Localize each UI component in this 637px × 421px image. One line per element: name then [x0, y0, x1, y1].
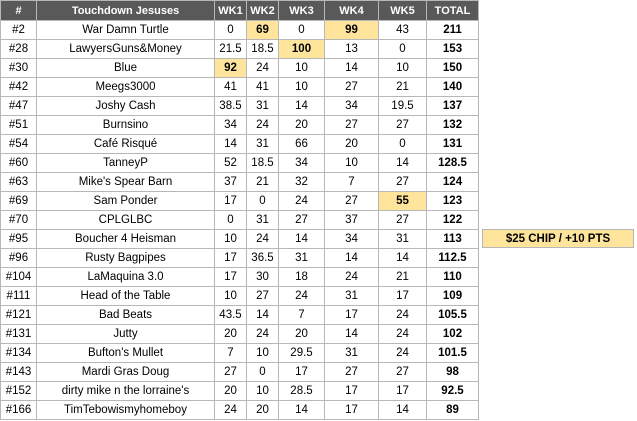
table-row — [1, 154, 479, 173]
team-name-cell[interactable]: TanneyP — [37, 154, 215, 173]
week-2-score-cell[interactable]: 24 — [247, 230, 279, 249]
rank-cell[interactable]: #42 — [1, 78, 37, 97]
week-1-score-cell[interactable]: 24 — [215, 401, 247, 420]
rank-cell[interactable]: #30 — [1, 59, 37, 78]
week-4-score-cell[interactable]: 14 — [325, 249, 379, 268]
rank-cell[interactable]: #51 — [1, 116, 37, 135]
team-name-cell[interactable]: Bad Beats — [37, 306, 215, 325]
week-4-score-cell[interactable]: 37 — [325, 211, 379, 230]
header-wk3[interactable]: WK3 — [279, 1, 325, 21]
team-name-cell[interactable]: Meegs3000 — [37, 78, 215, 97]
week-1-score-cell[interactable]: 34 — [215, 116, 247, 135]
total-cell[interactable]: 89 — [427, 401, 479, 420]
week-5-score-cell[interactable]: 21 — [379, 268, 427, 287]
total-cell[interactable]: 109 — [427, 287, 479, 306]
total-cell[interactable]: 123 — [427, 192, 479, 211]
total-cell[interactable]: 113 — [427, 230, 479, 249]
rank-cell[interactable]: #104 — [1, 268, 37, 287]
rank-cell[interactable]: #152 — [1, 382, 37, 401]
week-4-score-cell[interactable]: 24 — [325, 268, 379, 287]
week-2-score-cell[interactable]: 20 — [247, 401, 279, 420]
team-name-cell[interactable]: Café Risqué — [37, 135, 215, 154]
week-5-score-cell[interactable]: 14 — [379, 401, 427, 420]
team-name-cell[interactable]: LawyersGuns&Money — [37, 40, 215, 59]
table-row — [1, 306, 479, 325]
table-row — [1, 173, 479, 192]
total-cell[interactable]: 92.5 — [427, 382, 479, 401]
total-cell[interactable]: 131 — [427, 135, 479, 154]
team-name-cell[interactable]: Mardi Gras Doug — [37, 363, 215, 382]
week-3-score-cell[interactable]: 24 — [279, 287, 325, 306]
table-row — [1, 211, 479, 230]
rank-cell[interactable]: #121 — [1, 306, 37, 325]
week-2-score-cell[interactable]: 14 — [247, 306, 279, 325]
week-4-score-cell[interactable]: 27 — [325, 116, 379, 135]
table-row — [1, 97, 479, 116]
week-5-score-cell[interactable]: 24 — [379, 325, 427, 344]
week-1-score-cell[interactable]: 17 — [215, 192, 247, 211]
week-5-score-cell[interactable]: 17 — [379, 382, 427, 401]
team-name-cell[interactable]: TimTebowismyhomeboy — [37, 401, 215, 420]
week-3-score-cell[interactable]: 20 — [279, 116, 325, 135]
week-4-score-cell[interactable]: 34 — [325, 230, 379, 249]
table-row — [1, 287, 479, 306]
rank-cell[interactable]: #111 — [1, 287, 37, 306]
team-name-cell[interactable]: Burnsino — [37, 116, 215, 135]
table-row — [1, 21, 479, 40]
team-name-cell[interactable]: Head of the Table — [37, 287, 215, 306]
total-cell[interactable]: 112.5 — [427, 249, 479, 268]
total-cell[interactable]: 140 — [427, 78, 479, 97]
week-1-score-cell[interactable]: 37 — [215, 173, 247, 192]
header-wk5[interactable]: WK5 — [379, 1, 427, 21]
total-cell[interactable]: 128.5 — [427, 154, 479, 173]
week-3-score-cell[interactable]: 32 — [279, 173, 325, 192]
week-4-score-cell[interactable]: 27 — [325, 192, 379, 211]
week-1-score-cell[interactable]: 38.5 — [215, 97, 247, 116]
week-2-score-cell[interactable]: 24 — [247, 325, 279, 344]
week-3-score-cell[interactable]: 14 — [279, 97, 325, 116]
week-1-score-cell[interactable]: 20 — [215, 325, 247, 344]
table-row — [1, 230, 479, 249]
week-4-score-cell[interactable]: 27 — [325, 363, 379, 382]
total-cell[interactable]: 137 — [427, 97, 479, 116]
week-4-score-cell[interactable]: 17 — [325, 382, 379, 401]
rank-cell[interactable]: #69 — [1, 192, 37, 211]
week-2-score-cell[interactable]: 24 — [247, 59, 279, 78]
week-1-score-cell[interactable]: 10 — [215, 287, 247, 306]
week-1-score-cell[interactable]: 20 — [215, 382, 247, 401]
header-rank[interactable]: # — [1, 1, 37, 21]
week-3-score-cell[interactable]: 0 — [279, 21, 325, 40]
team-name-cell[interactable]: CPLGLBC — [37, 211, 215, 230]
week-5-score-cell[interactable]: 27 — [379, 363, 427, 382]
week-2-score-cell[interactable]: 30 — [247, 268, 279, 287]
rank-cell[interactable]: #47 — [1, 97, 37, 116]
week-1-score-cell[interactable]: 0 — [215, 21, 247, 40]
week-2-score-cell[interactable]: 41 — [247, 78, 279, 97]
rank-cell[interactable]: #95 — [1, 230, 37, 249]
week-5-score-cell[interactable]: 14 — [379, 249, 427, 268]
week-2-score-cell[interactable]: 31 — [247, 211, 279, 230]
table-row — [1, 40, 479, 59]
week-2-score-cell[interactable]: 31 — [247, 135, 279, 154]
week-3-score-cell[interactable]: 14 — [279, 401, 325, 420]
week-3-score-cell[interactable]: 28.5 — [279, 382, 325, 401]
week-4-score-cell[interactable]: 31 — [325, 344, 379, 363]
week-2-score-cell[interactable]: 0 — [247, 363, 279, 382]
week-4-score-cell[interactable]: 31 — [325, 287, 379, 306]
week-2-score-cell[interactable]: 18.5 — [247, 40, 279, 59]
week-5-score-cell[interactable]: 19.5 — [379, 97, 427, 116]
week-2-score-cell[interactable]: 31 — [247, 97, 279, 116]
table-row — [1, 78, 479, 97]
week-1-score-cell[interactable]: 41 — [215, 78, 247, 97]
header-wk2[interactable]: WK2 — [247, 1, 279, 21]
week-1-score-cell[interactable]: 17 — [215, 268, 247, 287]
week-3-score-cell[interactable]: 18 — [279, 268, 325, 287]
week-5-score-cell[interactable]: 43 — [379, 21, 427, 40]
week-3-score-cell[interactable]: 29.5 — [279, 344, 325, 363]
team-name-cell[interactable]: Mike's Spear Barn — [37, 173, 215, 192]
week-5-score-cell[interactable]: 24 — [379, 344, 427, 363]
week-5-score-cell[interactable]: 27 — [379, 173, 427, 192]
week-3-score-cell[interactable]: 100 — [279, 40, 325, 59]
team-name-cell[interactable]: War Damn Turtle — [37, 21, 215, 40]
week-3-score-cell[interactable]: 66 — [279, 135, 325, 154]
rank-cell[interactable]: #60 — [1, 154, 37, 173]
total-cell[interactable]: 102 — [427, 325, 479, 344]
rank-cell[interactable]: #28 — [1, 40, 37, 59]
rank-cell[interactable]: #54 — [1, 135, 37, 154]
rank-cell[interactable]: #63 — [1, 173, 37, 192]
total-cell[interactable]: 211 — [427, 21, 479, 40]
total-cell[interactable]: 98 — [427, 363, 479, 382]
week-2-score-cell[interactable]: 0 — [247, 192, 279, 211]
table-row — [1, 268, 479, 287]
week-5-score-cell[interactable]: 0 — [379, 40, 427, 59]
total-cell[interactable]: 132 — [427, 116, 479, 135]
rank-cell[interactable]: #131 — [1, 325, 37, 344]
week-1-score-cell[interactable]: 14 — [215, 135, 247, 154]
team-name-cell[interactable]: Boucher 4 Heisman — [37, 230, 215, 249]
week-3-score-cell[interactable]: 14 — [279, 230, 325, 249]
week-3-score-cell[interactable]: 34 — [279, 154, 325, 173]
team-name-cell[interactable]: Bufton's Mullet — [37, 344, 215, 363]
table-row — [1, 363, 479, 382]
week-2-score-cell[interactable]: 18.5 — [247, 154, 279, 173]
week-1-score-cell[interactable]: 7 — [215, 344, 247, 363]
rank-cell[interactable]: #96 — [1, 249, 37, 268]
header-wk4[interactable]: WK4 — [325, 1, 379, 21]
week-4-score-cell[interactable]: 34 — [325, 97, 379, 116]
total-cell[interactable]: 124 — [427, 173, 479, 192]
team-name-cell[interactable]: Joshy Cash — [37, 97, 215, 116]
week-5-score-cell[interactable]: 0 — [379, 135, 427, 154]
table-row — [1, 59, 479, 78]
week-4-score-cell[interactable]: 17 — [325, 306, 379, 325]
team-name-cell[interactable]: Blue — [37, 59, 215, 78]
total-cell[interactable]: 110 — [427, 268, 479, 287]
team-name-cell[interactable]: dirty mike n the lorraine's — [37, 382, 215, 401]
rank-cell[interactable]: #2 — [1, 21, 37, 40]
table-row — [1, 325, 479, 344]
week-3-score-cell[interactable]: 17 — [279, 363, 325, 382]
rank-cell[interactable]: #143 — [1, 363, 37, 382]
week-3-score-cell[interactable]: 10 — [279, 78, 325, 97]
week-2-score-cell[interactable]: 10 — [247, 344, 279, 363]
week-5-score-cell[interactable]: 55 — [379, 192, 427, 211]
team-name-cell[interactable]: Jutty — [37, 325, 215, 344]
header-total[interactable]: TOTAL — [427, 1, 479, 21]
total-cell[interactable]: 101.5 — [427, 344, 479, 363]
week-3-score-cell[interactable]: 27 — [279, 211, 325, 230]
table-row — [1, 401, 479, 420]
team-name-cell[interactable]: Sam Ponder — [37, 192, 215, 211]
week-1-score-cell[interactable]: 21.5 — [215, 40, 247, 59]
total-cell[interactable]: 153 — [427, 40, 479, 59]
table-row — [1, 192, 479, 211]
week-1-score-cell[interactable]: 17 — [215, 249, 247, 268]
week-4-score-cell[interactable]: 20 — [325, 135, 379, 154]
week-1-score-cell[interactable]: 52 — [215, 154, 247, 173]
week-2-score-cell[interactable]: 69 — [247, 21, 279, 40]
week-1-score-cell[interactable]: 43.5 — [215, 306, 247, 325]
week-2-score-cell[interactable]: 27 — [247, 287, 279, 306]
week-4-score-cell[interactable]: 13 — [325, 40, 379, 59]
week-2-score-cell[interactable]: 24 — [247, 116, 279, 135]
week-3-score-cell[interactable]: 10 — [279, 59, 325, 78]
prize-callout-cell[interactable]: $25 CHIP / +10 PTS — [482, 229, 634, 248]
total-cell[interactable]: 122 — [427, 211, 479, 230]
week-2-score-cell[interactable]: 21 — [247, 173, 279, 192]
week-5-score-cell[interactable]: 27 — [379, 116, 427, 135]
week-5-score-cell[interactable]: 14 — [379, 154, 427, 173]
rank-cell[interactable]: #70 — [1, 211, 37, 230]
table-row — [1, 135, 479, 154]
team-name-cell[interactable]: Rusty Bagpipes — [37, 249, 215, 268]
week-5-score-cell[interactable]: 17 — [379, 287, 427, 306]
header-wk1[interactable]: WK1 — [215, 1, 247, 21]
week-4-score-cell[interactable]: 14 — [325, 325, 379, 344]
week-3-score-cell[interactable]: 24 — [279, 192, 325, 211]
week-1-score-cell[interactable]: 10 — [215, 230, 247, 249]
week-1-score-cell[interactable]: 27 — [215, 363, 247, 382]
week-4-score-cell[interactable]: 17 — [325, 401, 379, 420]
rank-cell[interactable]: #166 — [1, 401, 37, 420]
week-5-score-cell[interactable]: 24 — [379, 306, 427, 325]
week-2-score-cell[interactable]: 10 — [247, 382, 279, 401]
table-row — [1, 382, 479, 401]
week-4-score-cell[interactable]: 7 — [325, 173, 379, 192]
week-3-score-cell[interactable]: 31 — [279, 249, 325, 268]
week-5-score-cell[interactable]: 27 — [379, 211, 427, 230]
table-row — [1, 249, 479, 268]
week-2-score-cell[interactable]: 36.5 — [247, 249, 279, 268]
week-4-score-cell[interactable]: 99 — [325, 21, 379, 40]
week-1-score-cell[interactable]: 92 — [215, 59, 247, 78]
total-cell[interactable]: 150 — [427, 59, 479, 78]
week-4-score-cell[interactable]: 27 — [325, 78, 379, 97]
week-5-score-cell[interactable]: 10 — [379, 59, 427, 78]
total-cell[interactable]: 105.5 — [427, 306, 479, 325]
week-5-score-cell[interactable]: 21 — [379, 78, 427, 97]
week-1-score-cell[interactable]: 0 — [215, 211, 247, 230]
rank-cell[interactable]: #134 — [1, 344, 37, 363]
header-team[interactable]: Touchdown Jesuses — [37, 1, 215, 21]
table-row — [1, 344, 479, 363]
header-row — [1, 1, 479, 21]
week-5-score-cell[interactable]: 31 — [379, 230, 427, 249]
week-4-score-cell[interactable]: 10 — [325, 154, 379, 173]
team-name-cell[interactable]: LaMaquina 3.0 — [37, 268, 215, 287]
week-3-score-cell[interactable]: 7 — [279, 306, 325, 325]
week-4-score-cell[interactable]: 14 — [325, 59, 379, 78]
table-row — [1, 116, 479, 135]
week-3-score-cell[interactable]: 20 — [279, 325, 325, 344]
